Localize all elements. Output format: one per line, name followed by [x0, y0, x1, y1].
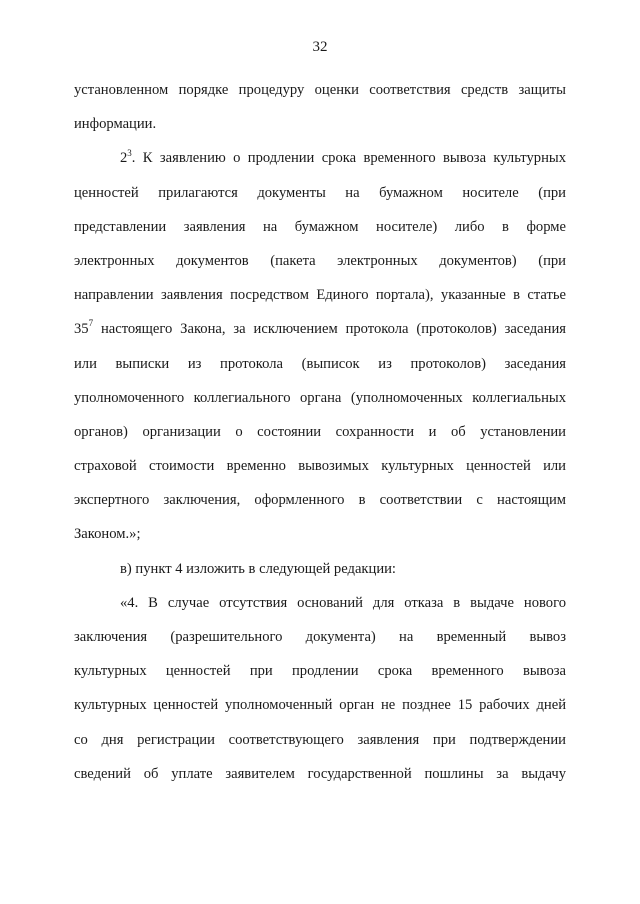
- item-number: 2: [120, 150, 128, 167]
- text-line: уполномоченного коллегиального органа (уполномоченных коллегиальных: [74, 389, 566, 406]
- text-line: электронных документов (пакета электронных документов) (при: [74, 252, 566, 269]
- text-line: со дня регистрации соответствующего заявления при подтверждении: [74, 731, 566, 748]
- superscript: 3: [127, 147, 132, 158]
- text-line: органов) организации о состоянии сохранности и об установлении: [74, 423, 566, 440]
- text-line: установленном порядке процедуру оценки соответствия средств защиты: [74, 82, 566, 98]
- text-line: заключения (разрешительного документа) на временный вывоз: [74, 629, 566, 645]
- paragraph-start-line: «4. В случае отсутствия оснований для отказа в выдаче нового: [120, 594, 566, 611]
- text-line: [74, 312, 566, 346]
- text-line: или выписки из протокола (выписок из протоколов) заседания: [74, 355, 566, 372]
- page-number: 32: [312, 39, 328, 55]
- text-line: информации.: [74, 116, 157, 133]
- text-line: экспертного заключения, оформленного в соответствии с настоящим: [74, 492, 566, 509]
- text-line: Законом.»;: [74, 526, 141, 543]
- paragraph-start-line: [74, 141, 566, 175]
- text-line: сведений об уплате заявителем государственной пошлины за выдачу: [74, 765, 566, 782]
- text-line: ценностей прилагаются документы на бумажном носителе (при: [74, 184, 566, 201]
- text-line: направлении заявления посредством Единого портала), указанные в статье: [74, 287, 566, 304]
- text-line: представлении заявления на бумажном носителе) либо в форме: [74, 218, 566, 235]
- text-segment: настоящего Закона, за исключением протокола (протоколов) заседания: [93, 321, 566, 338]
- text-line: страховой стоимости временно вывозимых культурных ценностей или: [74, 458, 566, 475]
- text-line: культурных ценностей уполномоченный орган не позднее 15 рабочих дней: [74, 697, 566, 714]
- paragraph-start-line: в) пункт 4 изложить в следующей редакции:: [120, 560, 396, 577]
- superscript: 7: [88, 318, 94, 329]
- text-segment: . К заявлению о продлении срока временного вывоза культурных: [131, 150, 566, 167]
- article-number: 35: [74, 321, 89, 338]
- document-body: [74, 73, 566, 791]
- text-line: культурных ценностей при продлении срока временного вывоза: [74, 663, 566, 680]
